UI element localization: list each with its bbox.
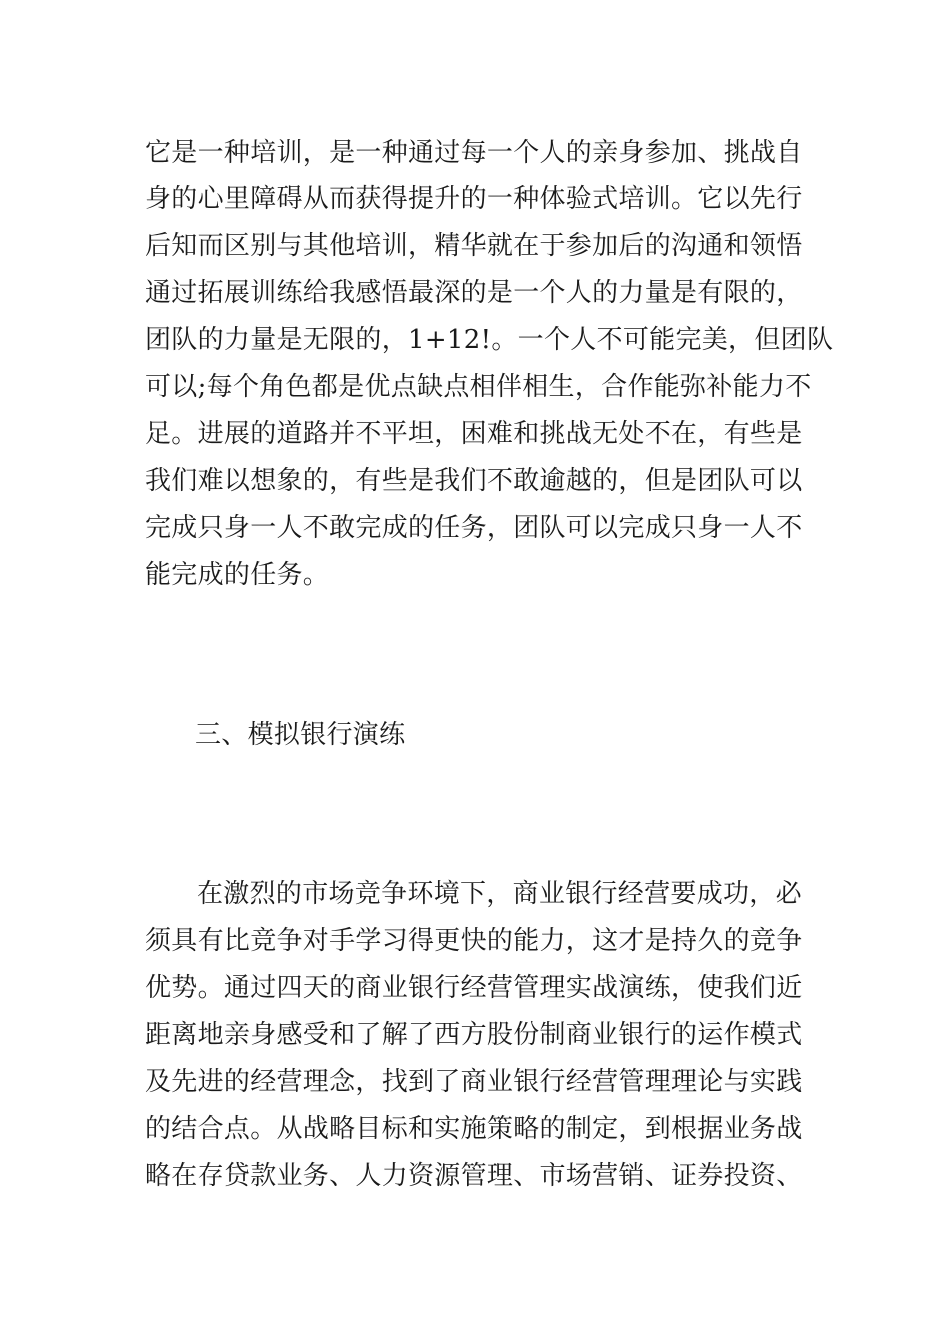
paragraph-line: 略在存贷款业务、人力资源管理、市场营销、证券投资、 [145, 1161, 803, 1191]
paragraph-line: 距离地亲身感受和了解了西方股份制商业银行的运作模式 [145, 1020, 803, 1050]
paragraph-line: 及先进的经营理念，找到了商业银行经营管理理论与实践 [145, 1067, 803, 1097]
paragraph-line: 足。进展的道路并不平坦，困难和挑战无处不在，有些是 [145, 419, 803, 449]
paragraph-line: 身的心里障碍从而获得提升的一种体验式培训。它以先行 [145, 184, 803, 214]
paragraph-line: 的结合点。从战略目标和实施策略的制定，到根据业务战 [145, 1114, 803, 1144]
section-heading: 三、模拟银行演练 [195, 720, 406, 750]
paragraph-line: 在激烈的市场竞争环境下，商业银行经营要成功，必 [197, 879, 802, 909]
paragraph-line: 团队的力量是无限的，1+12!。一个人不可能完美，但团队 [145, 325, 834, 355]
paragraph-line: 优势。通过四天的商业银行经营管理实战演练，使我们近 [145, 973, 803, 1003]
paragraph-line: 它是一种培训，是一种通过每一个人的亲身参加、挑战自 [145, 138, 803, 168]
paragraph-line: 可以;每个角色都是优点缺点相伴相生，合作能弥补能力不 [145, 372, 812, 402]
paragraph-line: 通过拓展训练给我感悟最深的是一个人的力量是有限的， [145, 278, 803, 308]
paragraph-line: 完成只身一人不敢完成的任务，团队可以完成只身一人不 [145, 513, 803, 543]
paragraph-line: 须具有比竞争对手学习得更快的能力，这才是持久的竞争 [145, 926, 803, 956]
paragraph-line: 后知而区别与其他培训，精华就在于参加后的沟通和领悟 [145, 231, 803, 261]
paragraph-line: 能完成的任务。 [145, 560, 330, 590]
paragraph-line: 我们难以想象的，有些是我们不敢逾越的，但是团队可以 [145, 466, 803, 496]
